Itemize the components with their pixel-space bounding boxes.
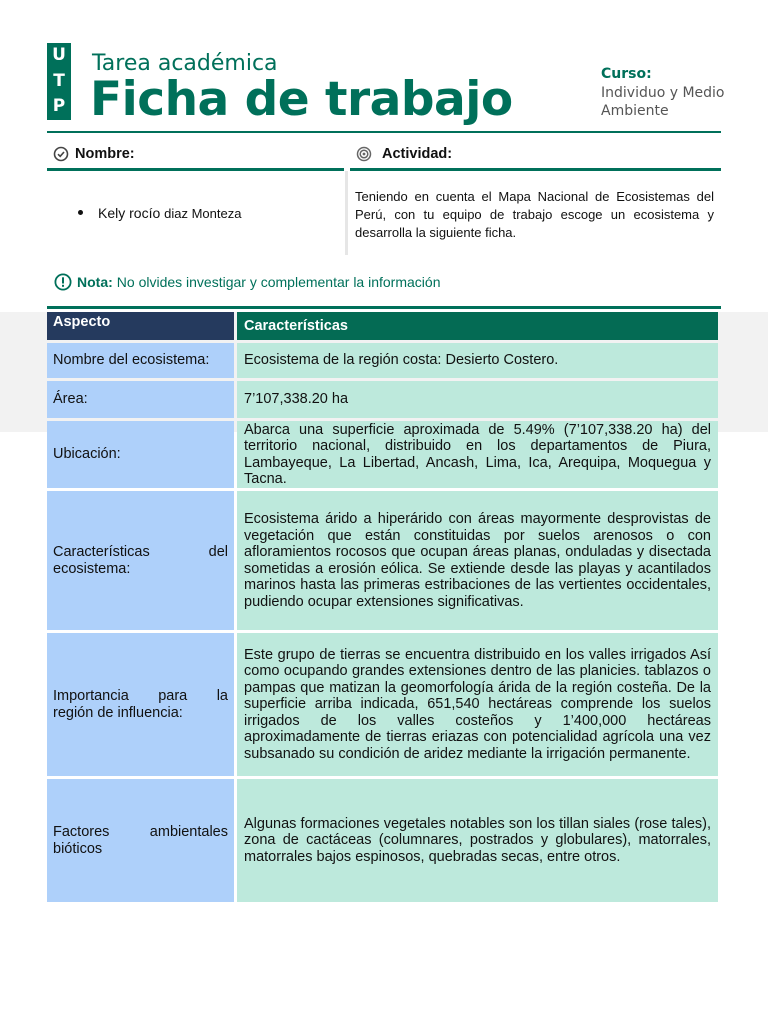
activity-description: Teniendo en cuenta el Mapa Nacional de Ecosistemas del Perú, con tu equipo de trabajo escoge un ecosistema y desarrolla la siguiente ficha.	[355, 189, 714, 240]
aspect-cell	[47, 491, 234, 630]
logo-letter-u: U	[52, 45, 66, 65]
features-cell: Algunas formaciones vegetales notables son los tillan siales (rose tales), zona de cactáceas (columnares, postrados y globulares), matorrales, matorrales bajos espinosos, quebradas secas, entre otros.	[237, 779, 718, 902]
course-value: Individuo y Medio Ambiente	[601, 85, 725, 119]
aspect-line: Importancia para la	[53, 687, 228, 704]
aspect-line: ecosistema:	[53, 560, 131, 577]
aspect-column-header: Aspecto	[47, 312, 234, 340]
features-column-header: Características	[237, 312, 718, 340]
logo-letter-t: T	[53, 70, 65, 91]
name-section-header	[53, 140, 135, 168]
table-row	[47, 633, 718, 776]
target-icon	[356, 146, 372, 162]
bullet-icon	[78, 210, 83, 215]
activity-section-header	[356, 140, 452, 168]
note-divider	[47, 306, 721, 309]
aspect-cell: Ubicación:	[47, 421, 234, 488]
table-row	[47, 421, 718, 488]
aspect-cell	[47, 779, 234, 902]
features-cell: 7’107,338.20 ha	[237, 381, 718, 418]
table-row	[47, 491, 718, 630]
document-title: Ficha de trabajo	[90, 72, 513, 127]
table-row	[47, 381, 718, 418]
aspect-cell: Nombre del ecosistema:	[47, 343, 234, 378]
header-divider	[47, 131, 721, 133]
logo-letter-p: P	[52, 96, 66, 117]
aspect-cell	[47, 633, 234, 776]
aspect-cell: Área:	[47, 381, 234, 418]
note-label: Nota:	[77, 274, 113, 290]
document-subtitle: Tarea académica	[92, 51, 278, 76]
student-list-item	[78, 205, 241, 221]
check-circle-icon	[53, 146, 69, 162]
aspect-line: Características del	[53, 543, 228, 560]
name-label: Nombre:	[75, 146, 135, 162]
aspect-line: Factores ambientales	[53, 823, 228, 840]
student-name-first: Kely rocío	[98, 205, 165, 221]
course-label: Curso:	[601, 66, 652, 82]
features-cell: Abarca una superficie aproximada de 5.49% (7’107,338.20 ha) del territorio nacional, distribuido en los departamentos de Piura, Lambayeque, La Libertad, Ancash, Lima, Ica, Arequipa, Moquegua y Tacna.	[237, 421, 718, 488]
table-row	[47, 343, 718, 378]
student-name-last: diaz Monteza	[164, 206, 242, 221]
section-separator	[345, 171, 348, 255]
activity-underline	[350, 168, 721, 171]
aspect-line: región de influencia:	[53, 704, 183, 721]
features-cell: Ecosistema árido a hiperárido con áreas mayormente desprovistas de vegetación que están constituidas por suelos arenosos o con afloramientos rocosos que ocupan áreas planas, onduladas y disectada sometidas a erosión eólica. Se extiende desde las playas y acantilados marinos hasta las primeras estribaciones de las vertientes occidentales, pudiendo ocupar extensiones significativas.	[237, 491, 718, 630]
exclamation-circle-icon	[54, 273, 72, 291]
activity-label: Actividad:	[382, 146, 453, 162]
name-underline	[47, 168, 344, 171]
utp-logo	[47, 43, 71, 120]
note-banner	[54, 273, 440, 291]
table-header-row	[47, 312, 718, 340]
ecosystem-table	[47, 312, 718, 902]
features-cell: Ecosistema de la región costa: Desierto Costero.	[237, 343, 718, 378]
aspect-line: bióticos	[53, 840, 103, 857]
table-row	[47, 779, 718, 902]
note-text: No olvides investigar y complementar la información	[116, 274, 441, 290]
features-cell: Este grupo de tierras se encuentra distribuido en los valles irrigados Así como ocupando grandes extensiones dentro de las planicies. tablazos o pampas que matizan la geomorfología árida de la región costeña. De la superficie arriba indicada, 651,540 hectáreas comprende los suelos irrigados de los valles costeños y 1’400,000 hectáreas aproximadamente de tierras eriazas con potencialidad agrícola una vez subsanado su condición de aridez mediante la irrigación permanente.	[237, 633, 718, 776]
